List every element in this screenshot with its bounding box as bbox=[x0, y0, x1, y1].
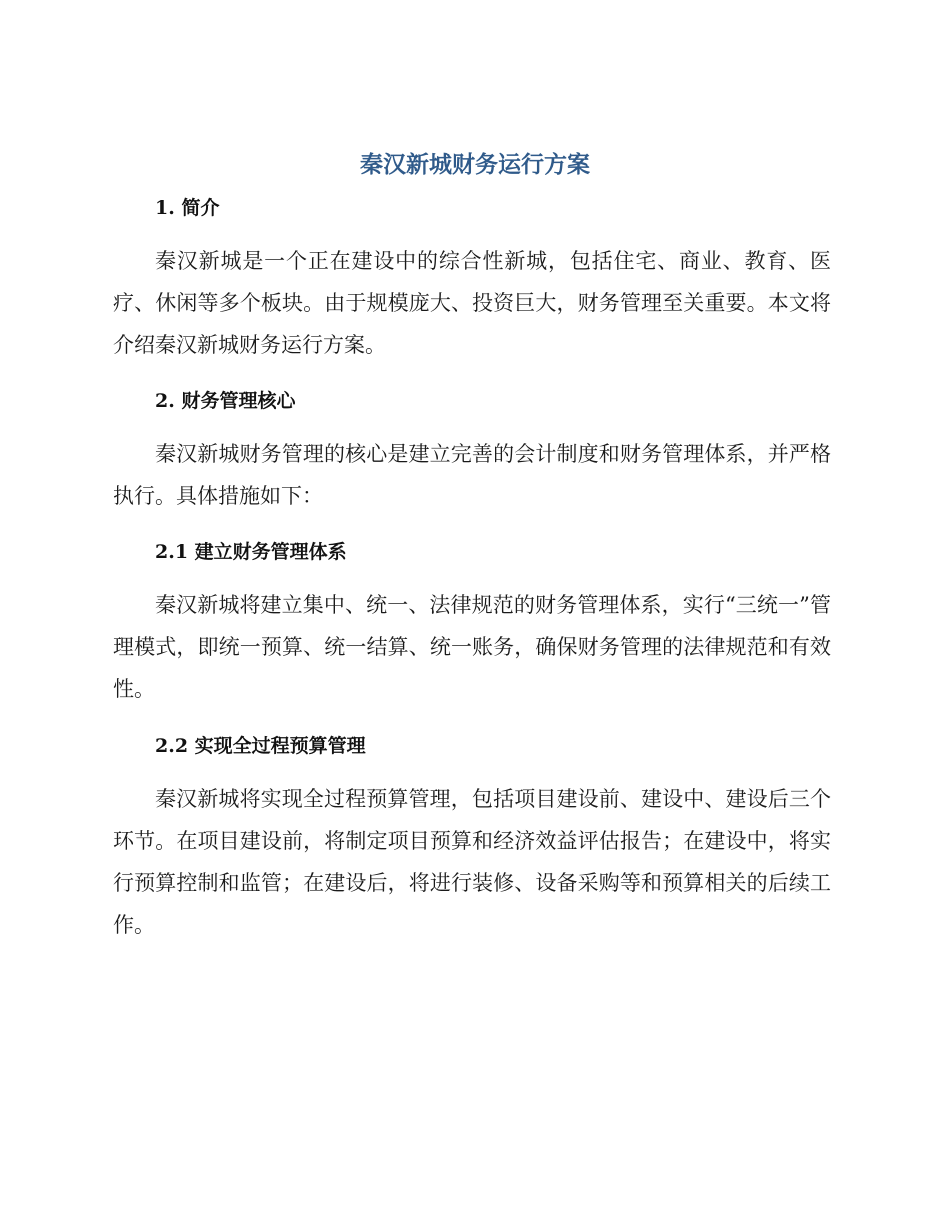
section-heading-budget-management: 2.2 实现全过程预算管理 bbox=[155, 735, 366, 757]
section-heading-intro: 1. 简介 bbox=[155, 197, 220, 219]
section-body-intro: 秦汉新城是一个正在建设中的综合性新城，包括住宅、商业、教育、医疗、休闲等多个板块。由于规模庞大、投资巨大，财务管理至关重要。本文将介绍秦汉新城财务运行方案。 bbox=[113, 249, 831, 357]
section-body-finance-core: 秦汉新城财务管理的核心是建立完善的会计制度和财务管理体系，并严格执行。具体措施如下： bbox=[113, 442, 831, 508]
section-heading-management-system: 2.1 建立财务管理体系 bbox=[155, 541, 347, 563]
document-title: 秦汉新城财务运行方案 bbox=[360, 152, 590, 178]
section-body-budget-management: 秦汉新城将实现全过程预算管理，包括项目建设前、建设中、建设后三个环节。在项目建设前，将制定项目预算和经济效益评估报告；在建设中，将实行预算控制和监管；在建设后，将进行装修、设备采购等和预算相关的后续工作。 bbox=[113, 787, 831, 937]
section-body-management-system: 秦汉新城将建立集中、统一、法律规范的财务管理体系，实行“三统一”管理模式，即统一预算、统一结算、统一账务，确保财务管理的法律规范和有效性。 bbox=[113, 593, 831, 701]
section-heading-finance-core: 2. 财务管理核心 bbox=[155, 390, 296, 412]
